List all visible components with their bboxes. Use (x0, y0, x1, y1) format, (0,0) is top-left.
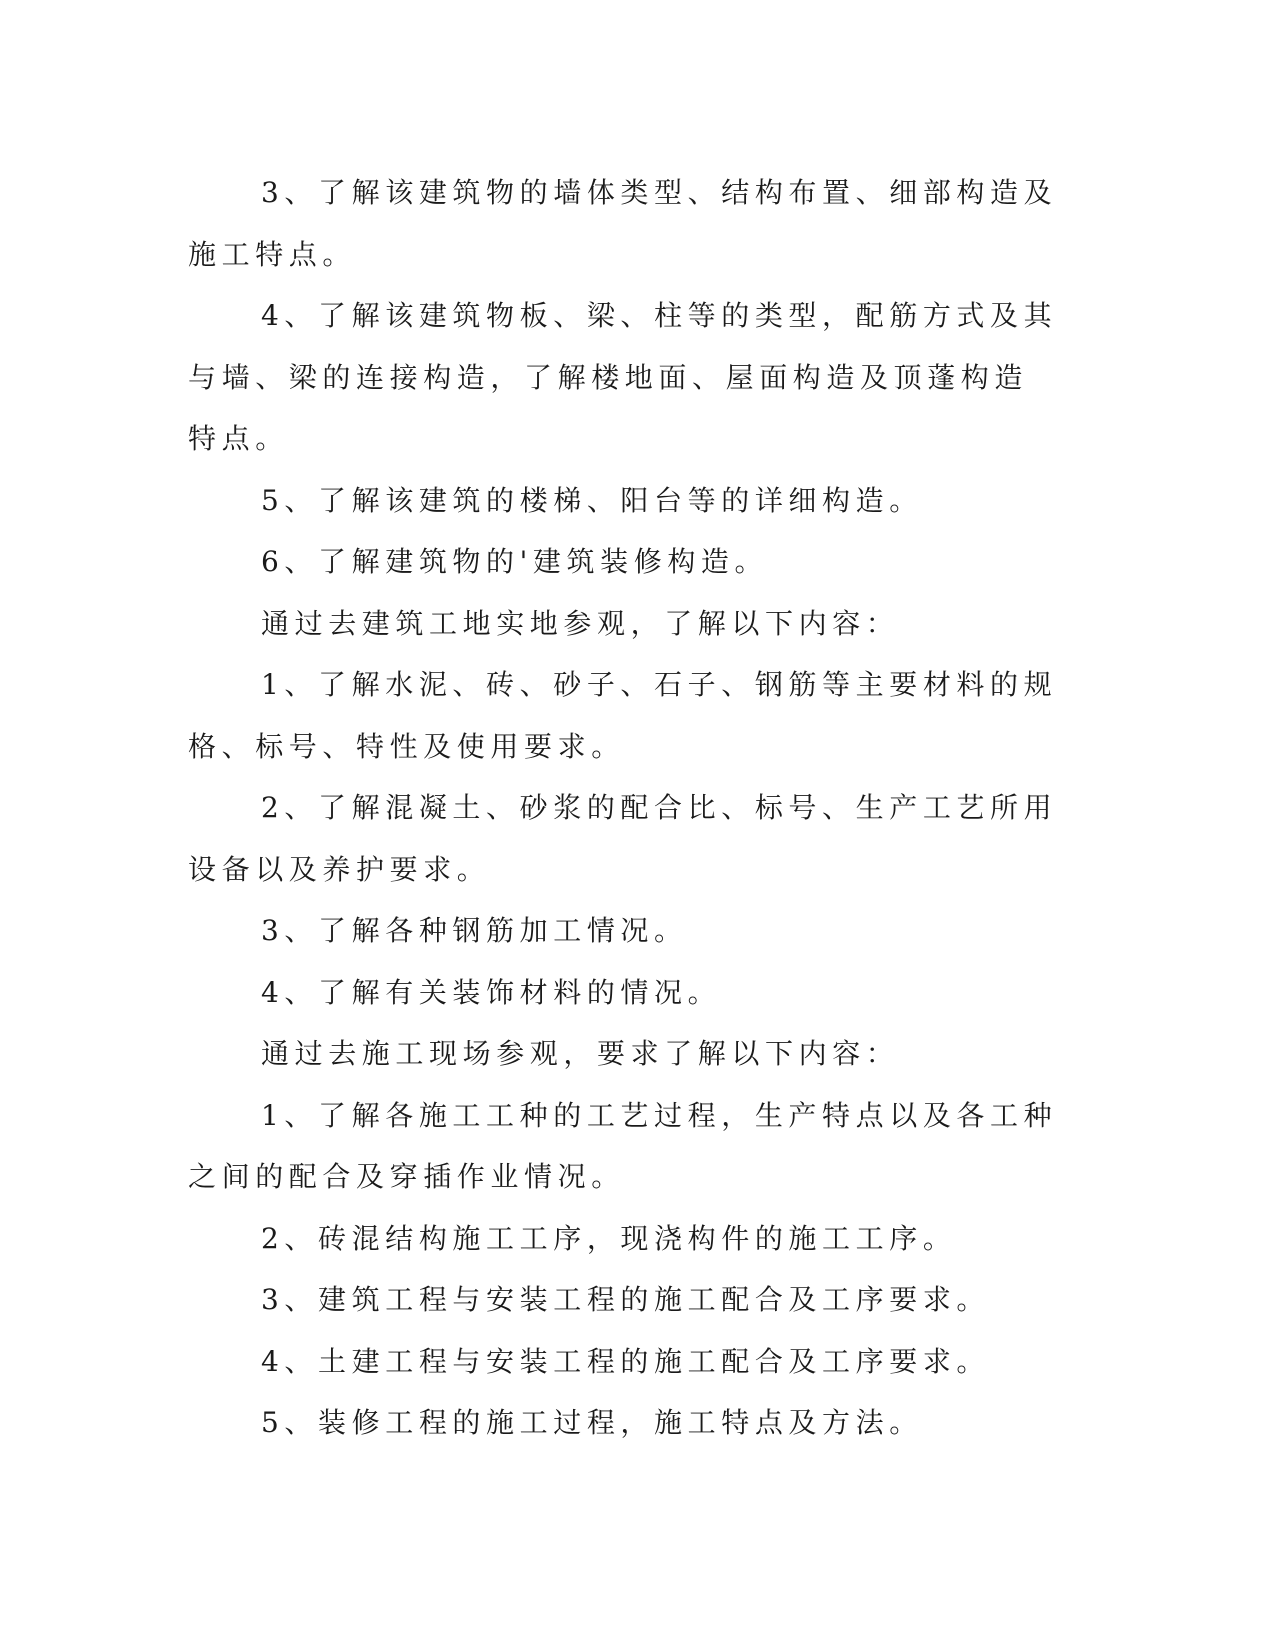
paragraph: 3、建筑工程与安装工程的施工配合及工序要求。 (261, 1283, 991, 1316)
section-intro-paragraph: 通过去建筑工地实地参观，了解以下内容： (261, 606, 900, 640)
document-body (188, 162, 1060, 1454)
paragraph: 2、了解混凝土、砂浆的配合比、标号、生产工艺所用设备以及养护要求。 (188, 791, 1058, 886)
paragraph: 2、砖混结构施工工序，现浇构件的施工工序。 (261, 1221, 957, 1255)
paragraph: 4、了解有关装饰材料的情况。 (261, 975, 722, 1009)
paragraph: 6、了解建筑物的'建筑装修构造。 (261, 545, 769, 578)
paragraph: 1、了解水泥、砖、砂子、石子、钢筋等主要材料的规格、标号、特性及使用要求。 (188, 668, 1058, 763)
paragraph: 1、了解各施工工种的工艺过程，生产特点以及各工种之间的配合及穿插作业情况。 (188, 1098, 1058, 1193)
paragraph: 3、了解该建筑物的墙体类型、结构布置、细部构造及施工特点。 (188, 176, 1058, 271)
paragraph: 3、了解各种钢筋加工情况。 (261, 914, 688, 947)
paragraph: 4、土建工程与安装工程的施工配合及工序要求。 (261, 1344, 991, 1378)
paragraph: 5、装修工程的施工过程，施工特点及方法。 (261, 1406, 923, 1439)
section-intro-paragraph: 通过去施工现场参观，要求了解以下内容： (261, 1037, 900, 1070)
paragraph: 5、了解该建筑的楼梯、阳台等的详细构造。 (261, 483, 923, 517)
paragraph: 4、了解该建筑物板、梁、柱等的类型，配筋方式及其与墙、梁的连接构造，了解楼地面、屋面构造及顶蓬构造特点。 (188, 299, 1058, 455)
